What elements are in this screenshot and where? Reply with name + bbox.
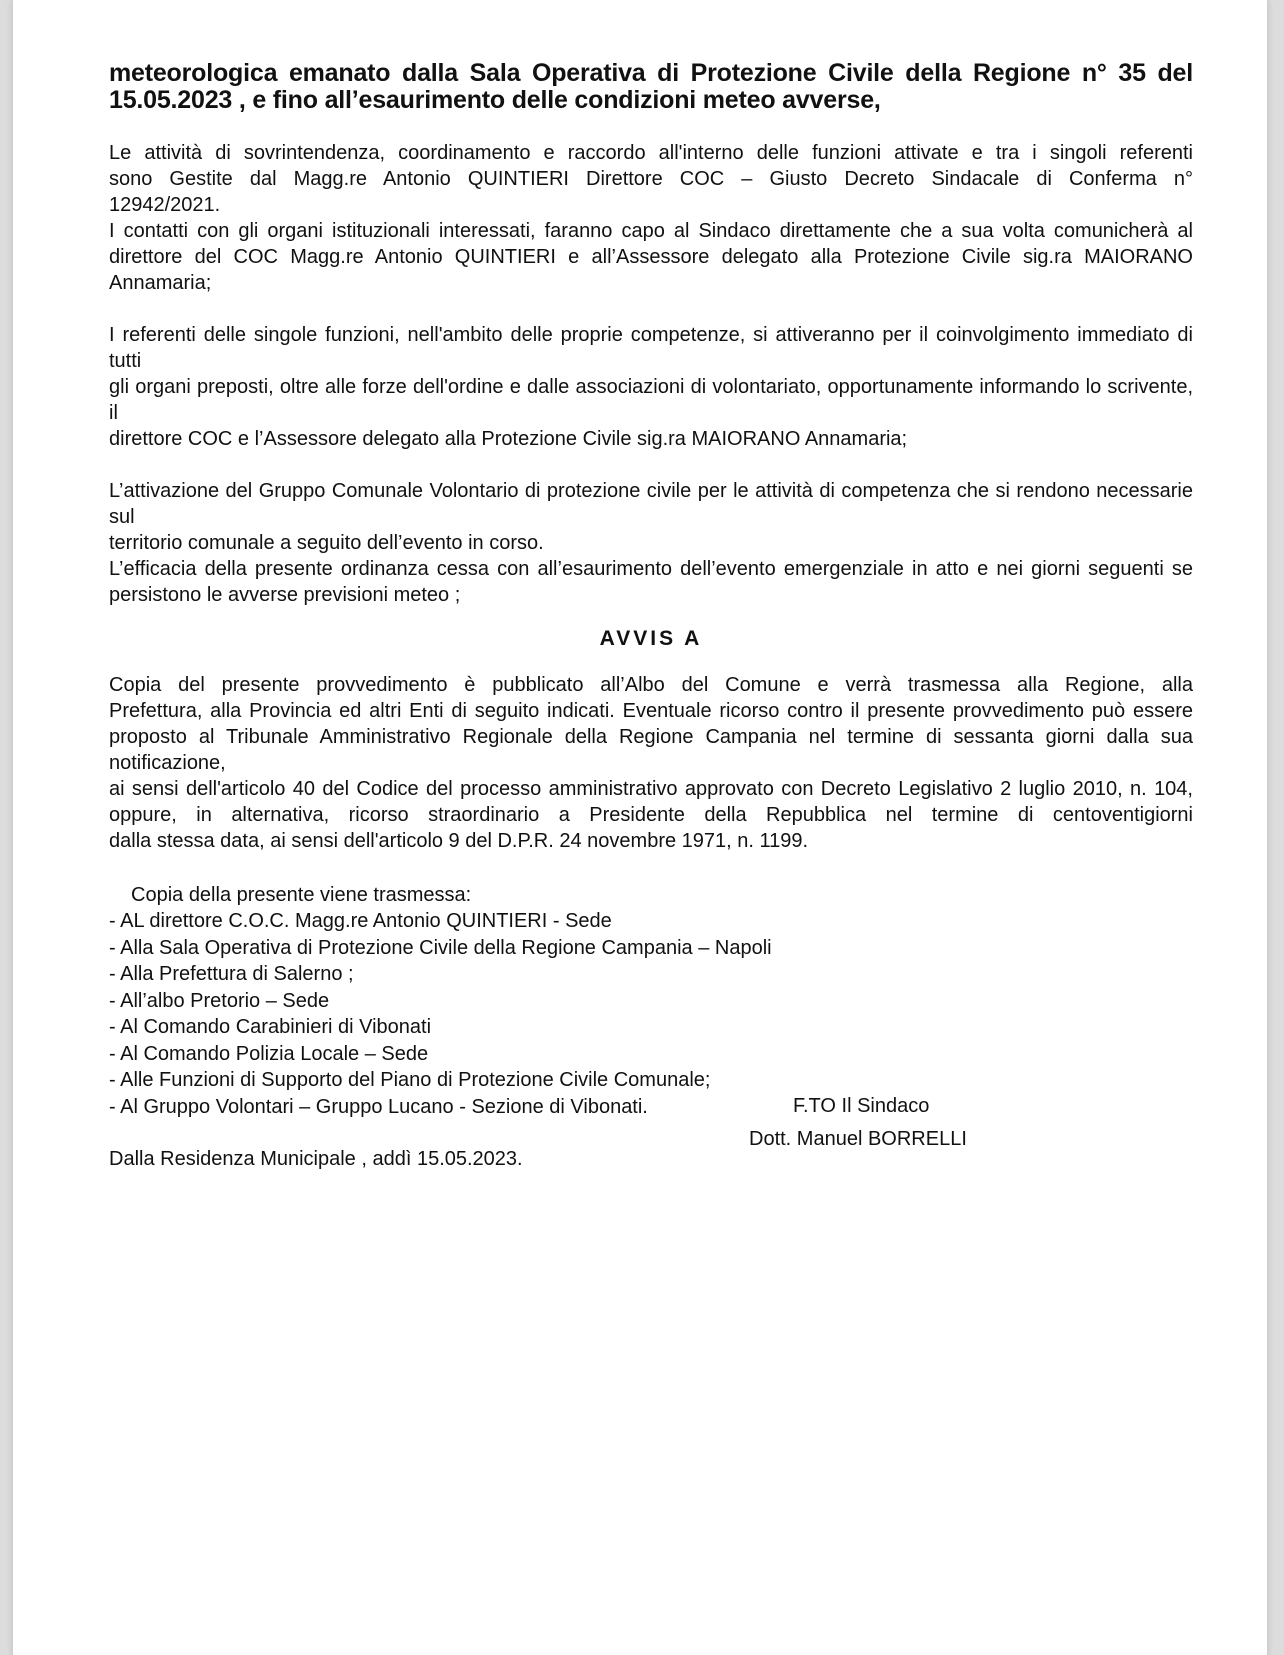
list-item: - Alla Sala Operativa di Protezione Civile della Regione Campania – Napoli	[109, 936, 772, 959]
avvisa-heading: AVVIS A	[599, 627, 703, 650]
document-page	[12, 0, 1268, 1655]
signature-name: Dott. Manuel BORRELLI	[749, 1128, 967, 1150]
list-item: - AL direttore C.O.C. Magg.re Antonio QUINTIERI - Sede	[109, 910, 612, 932]
text-line: territorio comunale a seguito dell’evento in corso.	[109, 532, 544, 554]
date-line: Dalla Residenza Municipale , addì 15.05.2023.	[109, 1148, 523, 1170]
text-line: Copia del presente provvedimento è pubblicato all’Albo del Comune e verrà trasmessa alla Regione, alla	[109, 674, 1193, 696]
text-line: persistono le avverse previsioni meteo ;	[109, 584, 461, 606]
paragraph-efficacy	[109, 556, 1193, 608]
text-line: Prefettura, alla Provincia ed altri Enti di seguito indicati. Eventuale ricorso contro il presente provvedimento può essere	[109, 700, 1193, 722]
text-line: sono Gestite dal Magg.re Antonio QUINTIERI Direttore COC – Giusto Decreto Sindacale di Conferma n°	[109, 168, 1193, 190]
text-line: I referenti delle singole funzioni, nell'ambito delle proprie competenze, si attiveranno per il coinvolgimento immediato di tutti	[109, 324, 1193, 372]
text-line: Annamaria;	[109, 272, 212, 294]
text-line: ai sensi dell'articolo 40 del Codice del processo amministrativo approvato con Decreto Legislativo 2 luglio 2010, n. 104,	[109, 778, 1193, 800]
heading	[109, 60, 1193, 114]
paragraph-activation	[109, 478, 1193, 556]
text-line: Le attività di sovrintendenza, coordinamento e raccordo all'interno delle funzioni attivate e tra i singoli referenti	[109, 142, 1193, 164]
list-item: - Al Gruppo Volontari – Gruppo Lucano - Sezione di Vibonati.	[109, 1095, 648, 1118]
list-item: - Alle Funzioni di Supporto del Piano di Protezione Civile Comunale;	[109, 1069, 711, 1091]
text-line: L’efficacia della presente ordinanza cessa con all’esaurimento dell’evento emergenziale in atto e nei giorni seguenti se	[109, 558, 1193, 580]
text-line: L’attivazione del Gruppo Comunale Volontario di protezione civile per le attività di competenza che si rendono necessarie sul	[109, 480, 1193, 528]
list-item: - Alla Prefettura di Salerno ;	[109, 963, 354, 985]
signature-title: F.TO Il Sindaco	[793, 1095, 930, 1117]
text-line: direttore COC e l’Assessore delegato alla Protezione Civile sig.ra MAIORANO Annamaria;	[109, 428, 908, 450]
text-line: direttore del COC Magg.re Antonio QUINTIERI e all’Assessore delegato alla Protezione Civile sig.ra MAIORANO	[109, 246, 1193, 268]
list-item: - All’albo Pretorio – Sede	[109, 989, 330, 1012]
text-line: 12942/2021.	[109, 194, 221, 216]
paragraph-coordination	[109, 140, 1193, 218]
copy-intro: Copia della presente viene trasmessa:	[131, 884, 472, 906]
list-item: - Al Comando Carabinieri di Vibonati	[109, 1016, 432, 1038]
text-line: gli organi preposti, oltre alle forze dell'ordine e dalle associazioni di volontariato, opportunamente informando lo scrivente, il	[109, 376, 1193, 424]
list-item: - Al Comando Polizia Locale – Sede	[109, 1042, 429, 1065]
document-body	[109, 60, 1193, 1172]
text-line: dalla stessa data, ai sensi dell'articolo 9 del D.P.R. 24 novembre 1971, n. 1199.	[109, 830, 809, 852]
paragraph-publication	[109, 672, 1193, 854]
heading-line: 15.05.2023 , e fino all’esaurimento delle condizioni meteo avverse,	[109, 86, 881, 114]
paragraph-contacts	[109, 218, 1193, 296]
paragraph-referents	[109, 322, 1193, 452]
heading-line: meteorologica emanato dalla Sala Operativa di Protezione Civile della Regione n° 35 del	[109, 59, 1193, 87]
text-line: proposto al Tribunale Amministrativo Regionale della Regione Campania nel termine di sessanta giorni dalla sua notificazione,	[109, 726, 1193, 774]
text-line: I contatti con gli organi istituzionali interessati, faranno capo al Sindaco direttamente che a sua volta comunicherà al	[109, 220, 1193, 242]
recipient-list	[109, 908, 1193, 1120]
text-line: oppure, in alternativa, ricorso straordinario a Presidente della Repubblica nel termine di centoventigiorni	[109, 804, 1193, 826]
